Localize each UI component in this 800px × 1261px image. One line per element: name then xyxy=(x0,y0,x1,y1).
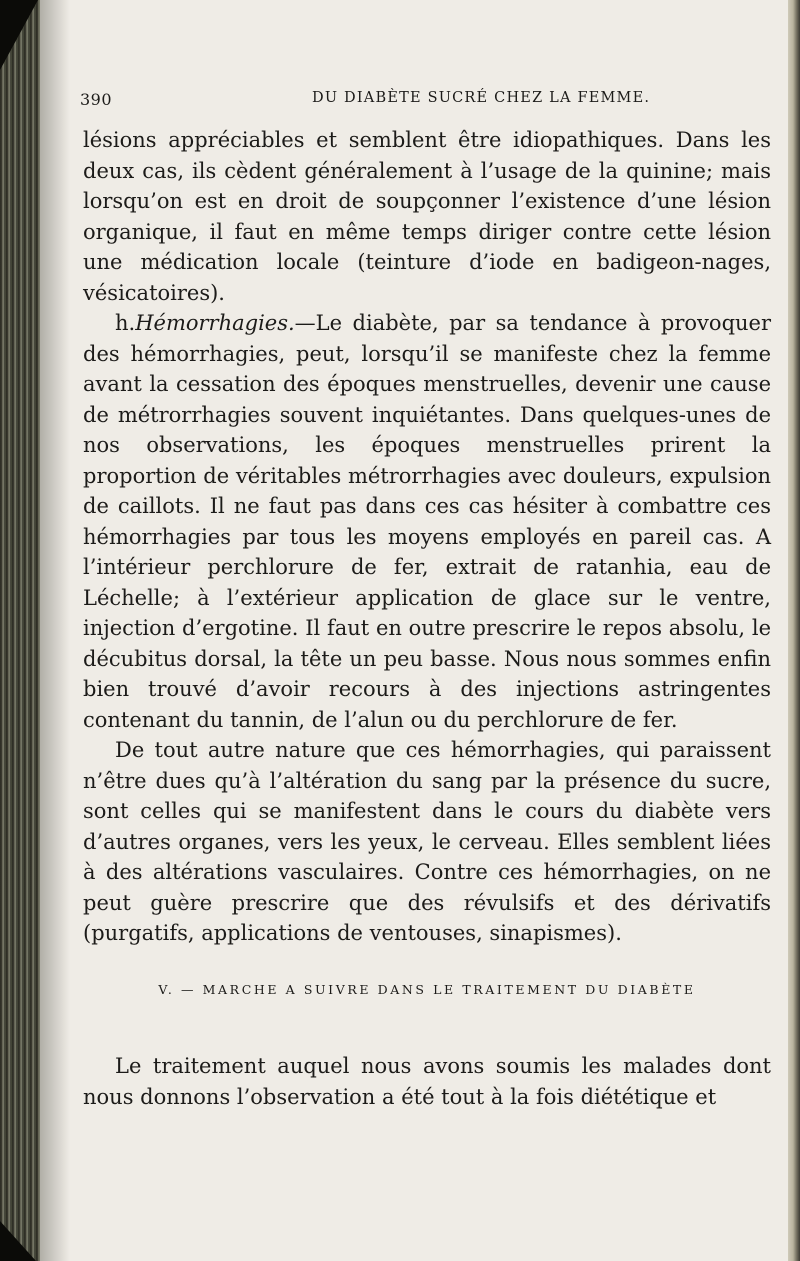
item-marker: h. xyxy=(115,311,136,335)
page-right-edge xyxy=(788,0,800,1261)
binding-corner-bottom xyxy=(0,1221,36,1261)
paragraph-traitement: Le traitement auquel nous avons soumis les malades dont nous donnons l’observation a été tout à la fois diététique et xyxy=(83,1054,771,1109)
book-binding-edge xyxy=(0,0,40,1261)
item-text: —Le diabète, par sa tendance à provoquer des hémorrhagies, peut, lorsqu’il se manifeste chez la femme avant la cessation des époques menstruelles, devenir une cause de métrorrhagies souvent inquiétantes. Dans quelques-unes de nos observations, les époques menstruelles prirent la proportion de véritables métrorrhagies avec douleurs, expulsion de caillots. Il ne faut pas dans ces cas hésiter à combattre ces hémorrhagies par tous les moyens employés en pareil cas. A l’intérieur perchlorure de fer, extrait de ratanhia, eau de Léchelle; à l’extérieur application de glace sur le ventre, injection d’ergotine. Il faut en outre prescrire le repos absolu, le décubitus dorsal, la tête un peu basse. Nous nous sommes enfin bien trouvé d’avoir recours à des injections astringentes contenant du tannin, de l’alun ou du perchlorure de fer. xyxy=(83,311,771,732)
gutter-shadow xyxy=(40,0,70,1261)
page-body xyxy=(83,125,771,949)
running-title: DU DIABÈTE SUCRÉ CHEZ LA FEMME. xyxy=(312,90,651,106)
binding-corner-top xyxy=(0,0,38,70)
paragraph-other-hemorrhagies: De tout autre nature que ces hémorrhagies, qui paraissent n’être dues qu’à l’altération du sang par la présence du sucre, sont celles qui se manifestent dans le cours du diabète vers d’autres organes, vers les yeux, le cerveau. Elles semblent liées à des altérations vasculaires. Contre ces hémorrhagies, on ne peut guère prescrire que des révulsifs et des dérivatifs (purgatifs, applications de ventouses, sinapismes). xyxy=(83,738,771,945)
page-number: 390 xyxy=(80,90,113,109)
paragraph-lesions: lésions appréciables et semblent être idiopathiques. Dans les deux cas, ils cèdent généralement à l’usage de la quinine; mais lorsqu’on est en droit de soupçonner l’existence d’une lésion organique, il faut en même temps diriger contre cette lésion une médication locale (teinture d’iode en badigeon-nages, vésicatoires). xyxy=(83,128,771,305)
page-header xyxy=(80,90,760,114)
paragraph-hemorrhagies xyxy=(83,308,771,735)
item-heading: Hémorrhagies. xyxy=(135,311,295,335)
section-heading: V. — MARCHE A SUIVRE DANS LE TRAITEMENT DU DIABÈTE xyxy=(158,982,696,997)
page-body-continued xyxy=(83,1030,771,1133)
